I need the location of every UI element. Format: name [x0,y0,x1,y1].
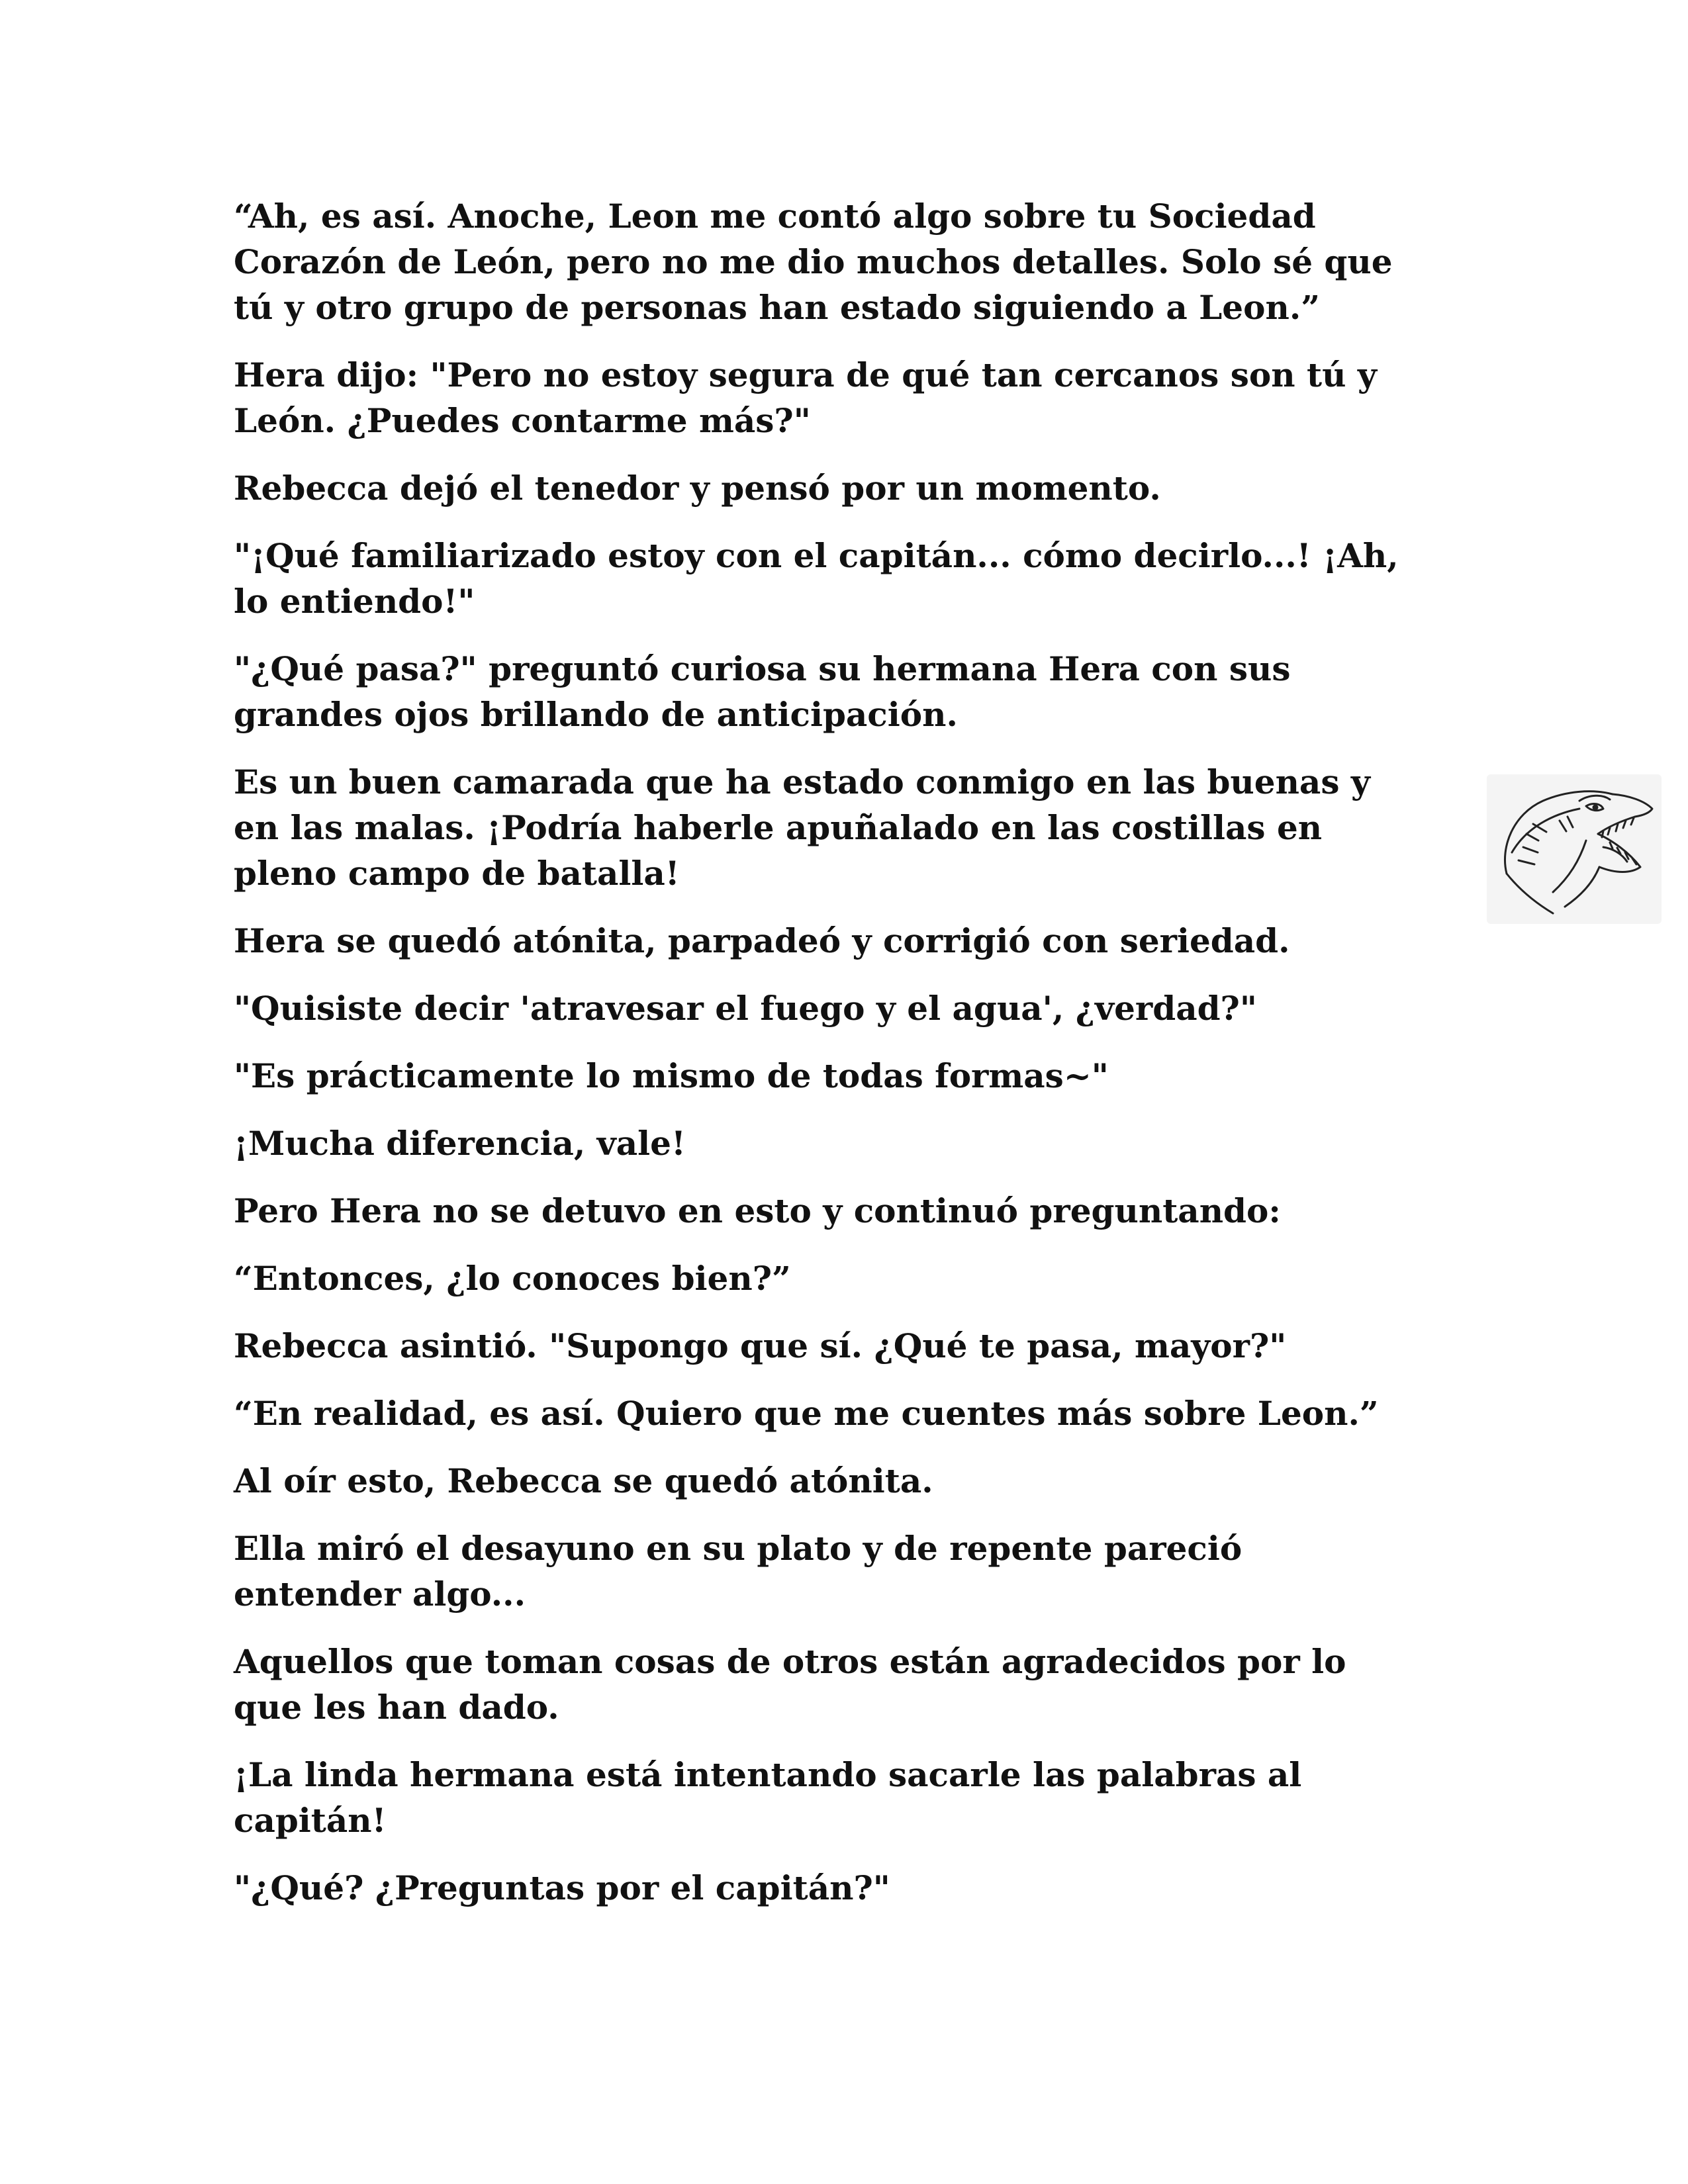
text-line: entender algo... [234,1574,526,1614]
text-line: en las malas. ¡Podría haberle apuñalado en las costillas en [234,808,1323,847]
text-line: que les han dado. [234,1688,559,1727]
text-line: ¡Mucha diferencia, vale! [234,1124,686,1163]
text-line: lo entiendo!" [234,582,475,621]
text-line: pleno campo de batalla! [234,854,680,893]
paragraph [234,1458,1465,1504]
paragraph [234,646,1465,737]
text-line: capitán! [234,1801,387,1840]
text-line: “Ah, es así. Anoche, Leon me contó algo sobre tu Sociedad [234,197,1316,236]
text-line: “En realidad, es así. Quiero que me cuentes más sobre Leon.” [234,1394,1379,1433]
paragraph [234,1752,1465,1843]
paragraph [234,1323,1465,1369]
text-line: "¿Qué pasa?" preguntó curiosa su hermana Hera con sus [234,649,1291,688]
paragraph [234,759,1465,896]
text-line: Es un buen camarada que ha estado conmigo en las buenas y [234,762,1370,801]
text-line: tú y otro grupo de personas han estado siguiendo a Leon.” [234,288,1320,327]
text-line: Corazón de León, pero no me dio muchos detalles. Solo sé que [234,242,1393,281]
text-line: "¡Qué familiarizado estoy con el capitán... cómo decirlo...! ¡Ah, [234,536,1399,575]
text-line: "Es prácticamente lo mismo de todas formas~" [234,1056,1109,1095]
dinosaur-head-sketch-icon [1487,774,1662,924]
text-line: Rebecca asintió. "Supongo que sí. ¿Qué te pasa, mayor?" [234,1326,1287,1365]
document-body [234,193,1465,1933]
paragraph [234,1525,1465,1617]
paragraph [234,1639,1465,1730]
text-line: Aquellos que toman cosas de otros están agradecidos por lo [234,1642,1346,1681]
paragraph [234,533,1465,624]
text-line: Rebecca dejó el tenedor y pensó por un momento. [234,469,1161,508]
paragraph [234,1865,1465,1911]
paragraph [234,918,1465,964]
text-line: "¿Qué? ¿Preguntas por el capitán?" [234,1868,890,1907]
paragraph [234,1390,1465,1436]
text-line: “Entonces, ¿lo conoces bien?” [234,1259,791,1298]
text-line: León. ¿Puedes contarme más?" [234,401,811,440]
paragraph [234,1255,1465,1301]
paragraph [234,985,1465,1031]
paragraph [234,352,1465,443]
text-line: ¡La linda hermana está intentando sacarle las palabras al [234,1755,1302,1794]
paragraph [234,1188,1465,1234]
paragraph [234,465,1465,511]
text-line: Ella miró el desayuno en su plato y de repente pareció [234,1529,1243,1568]
paragraph [234,1120,1465,1166]
text-line: "Quisiste decir 'atravesar el fuego y el agua', ¿verdad?" [234,989,1257,1028]
paragraph [234,193,1465,330]
text-line: Al oír esto, Rebecca se quedó atónita. [234,1461,933,1500]
text-line: grandes ojos brillando de anticipación. [234,695,958,734]
text-line: Pero Hera no se detuvo en esto y continuó preguntando: [234,1191,1281,1230]
paragraph [234,1053,1465,1099]
text-line: Hera dijo: "Pero no estoy segura de qué tan cercanos son tú y [234,355,1377,394]
text-line: Hera se quedó atónita, parpadeó y corrigió con seriedad. [234,921,1290,960]
